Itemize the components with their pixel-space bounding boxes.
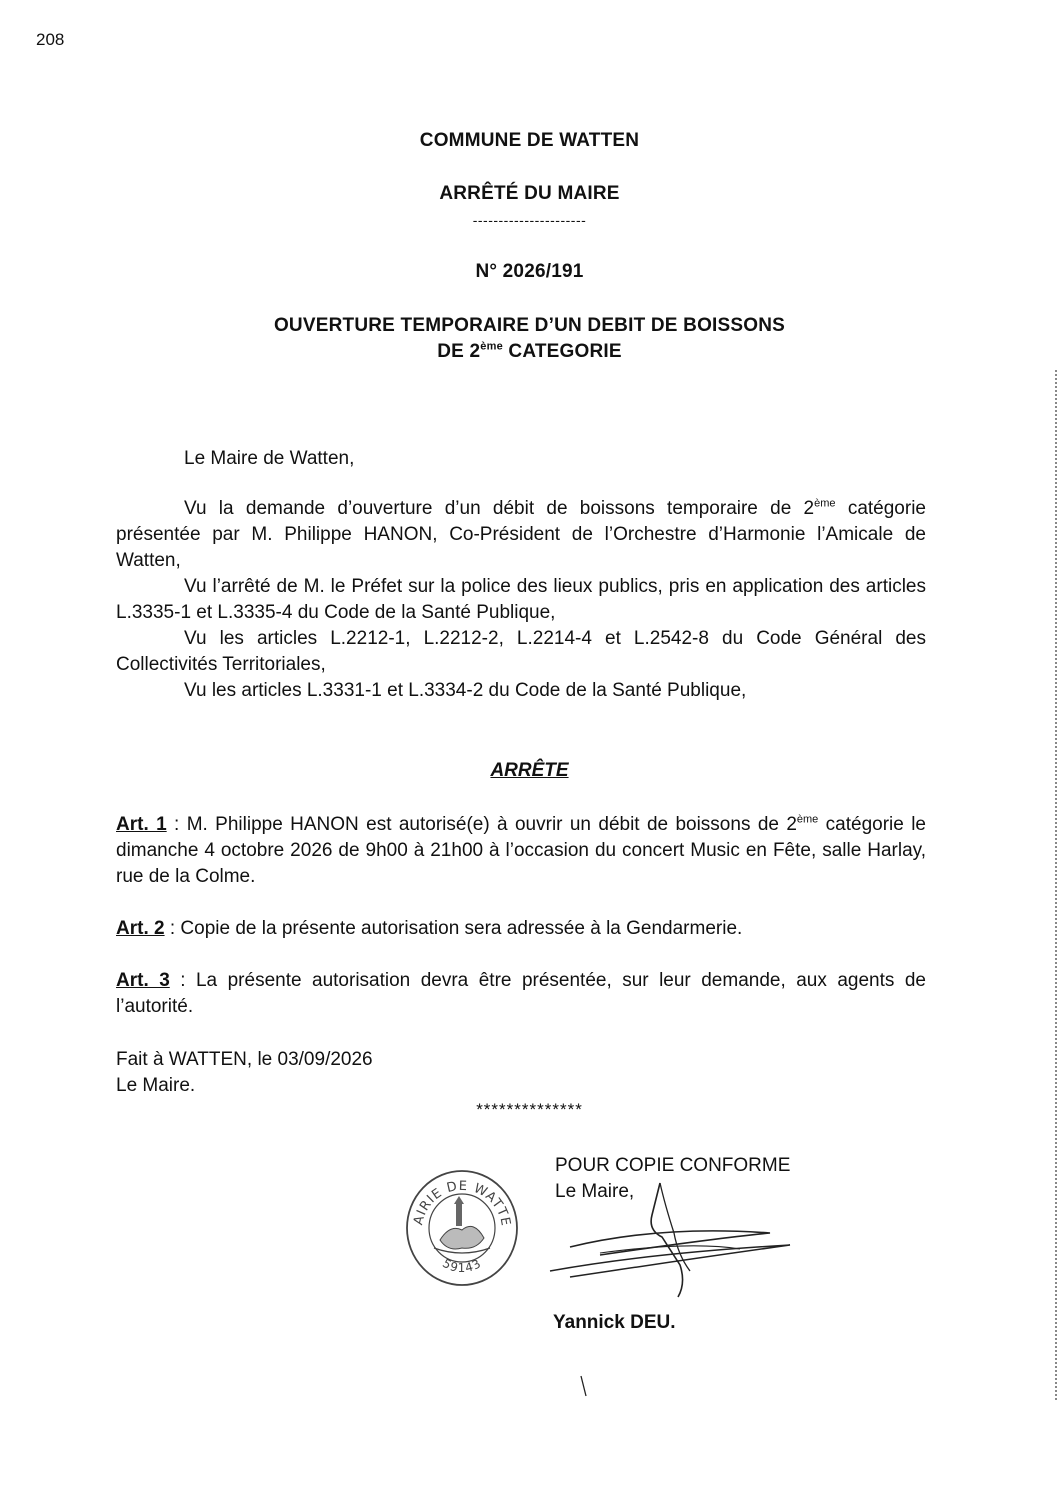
scan-edge-line (1053, 370, 1057, 1400)
arrete-title: ARRÊTÉ DU MAIRE (439, 183, 620, 204)
commune-heading: COMMUNE DE WATTEN (419, 130, 640, 151)
stray-mark (578, 1374, 590, 1398)
mairie-seal-stamp (404, 1168, 520, 1288)
arrete-number: N° 2026/191 (475, 261, 584, 282)
copy-conforme-label: POUR COPIE CONFORME (555, 1155, 791, 1176)
signer-name: Yannick DEU. (553, 1312, 676, 1333)
page-number: 208 (36, 30, 65, 49)
article-2: Art. 2 : Copie de la présente autorisation sera adressée à la Gendarmerie. (116, 918, 743, 939)
closing-role: Le Maire. (116, 1075, 196, 1096)
stars-separator: ************** (476, 1100, 583, 1119)
closing-block (116, 1047, 926, 1099)
vu-paragraph-4: Vu les articles L.3331-1 et L.3334-2 du Code de la Santé Publique, (184, 680, 747, 701)
svg-text:59143: 59143 (440, 1256, 484, 1276)
vu-paragraph-2: Vu l’arrêté de M. le Préfet sur la police des lieux publics, pris en application des articles L.3335-1 et L.3335-4 du Code de la Santé Publique, (116, 576, 926, 623)
subject-line-2: DE 2ème CATEGORIE (437, 340, 622, 362)
place-date: Fait à WATTEN, le 03/09/2026 (116, 1049, 373, 1070)
article-3: Art. 3 : La présente autorisation devra être présentée, sur leur demande, aux agents de l’autorité. (116, 970, 926, 1017)
title-separator: ---------------------- (472, 212, 587, 228)
opening-line: Le Maire de Watten, (184, 448, 355, 469)
mayor-signature (540, 1175, 800, 1305)
article-3-label: Art. 3 (116, 970, 170, 991)
copy-mayor-label: Le Maire, (555, 1181, 635, 1202)
article-2-label: Art. 2 (116, 918, 165, 939)
arrete-heading: ARRÊTE (490, 760, 569, 781)
vu-paragraph-1: Vu la demande d’ouverture d’un débit de boissons temporaire de 2ème catégorie présentée par M. Philippe HANON, Co-Président de l’Orchestre d’Harmonie l’Amicale de Watten, (116, 497, 926, 571)
article-1-label: Art. 1 (116, 814, 167, 835)
svg-text:MAIRIE DE WATTEN: AIRIE DE WATTE (411, 1178, 513, 1228)
arrete-heading-wrap (0, 760, 1059, 782)
article-1: Art. 1 : M. Philippe HANON est autorisé(e) à ouvrir un débit de boissons de 2ème catégorie le dimanche 4 octobre 2026 de 9h00 à 21h00 à l’occasion du concert Music en Fête, salle Harlay, rue de la Colme. (116, 813, 926, 887)
subject-line-1: OUVERTURE TEMPORAIRE D’UN DEBIT DE BOISSONS (273, 315, 786, 336)
preamble-block (116, 496, 926, 704)
vu-paragraph-3: Vu les articles L.2212-1, L.2212-2, L.2214-4 et L.2542-8 du Code Général des Collectivités Territoriales, (116, 628, 926, 675)
